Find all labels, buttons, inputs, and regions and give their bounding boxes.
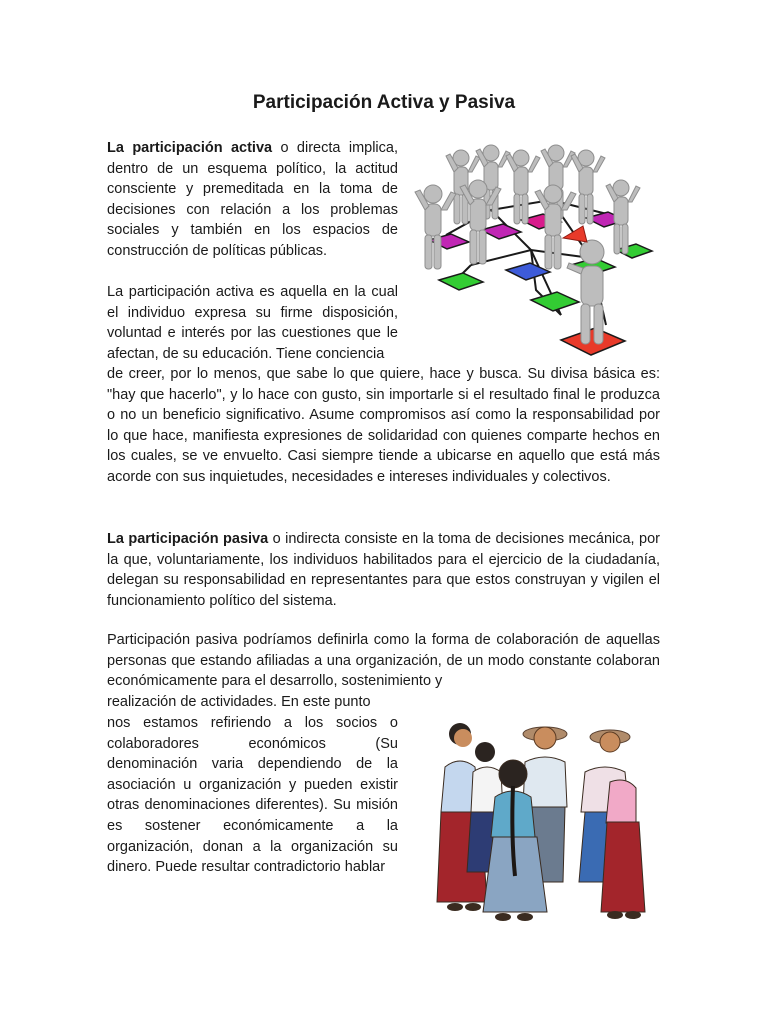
paragraph-active-description-full: de creer, por lo menos, que sabe lo que quiere, hace y busca. Su divisa básica es: "hay que hacerlo", y lo hace con gusto, sin importarle si el resultado final le produzca o no un beneficio significativo. Asume compromisos así como la responsabilidad por lo que hace, manifiesta expresiones de solidaridad con quienes comparte hechos en los cuales, se ve envuelto. Casi siempre tiende a ubicarse en aquello que está más acorde con sus inquietudes, necesidades e intereses individuales y colectivos. [107,366,660,485]
paragraph-text: o directa implica, dentro de un esquema político, la actitud consciente y premeditada en la toma de decisiones con relación a los problemas sociales y también en los espacios de construcción de políticas públicas. [107,140,398,259]
paragraph-passive-definition [107,529,660,611]
term-active-participation: La participación activa [107,140,273,156]
paragraph-active-definition [107,138,398,262]
paragraph-text: o indirecta consiste en la toma de decisiones mecánica, por la que, voluntariamente, los individuos habilitados para el ejercicio de la ciudadanía, delegan su responsabilidad en representantes para que estos construyan y vigilen el funcionamiento político del sistema. [107,531,660,609]
paragraph-active-description-wrapped: La participación activa es aquella en la cual el individuo expresa su firme disposición, voluntad e interés por las cuestiones que le afectan, de su educación. Tiene conciencia [107,284,398,362]
page-title: Participación Activa y Pasiva [252,92,516,113]
group-people-illustration [425,712,653,930]
network-people-illustration [411,140,662,358]
term-passive-participation: La participación pasiva [107,531,269,547]
paragraph-passive-description-full: Participación pasiva podríamos definirla como la forma de colaboración de aquellas personas que estando afiliadas a una organización, de un modo constante colaboran económicamente para el desarrollo, sostenimiento y [107,632,660,690]
paragraph-passive-description-wrapped: nos estamos refiriendo a los socios o colaboradores económicos (Su denominación varia dependiendo de la asociación u organización y pueden existir otras denominaciones diferentes). Su misión es sostener económicamente a la organización, donan a la organización su dinero. Puede resultar contradictorio hablar [107,715,398,876]
paragraph-passive-description-line: realización de actividades. En este punto [107,694,371,710]
